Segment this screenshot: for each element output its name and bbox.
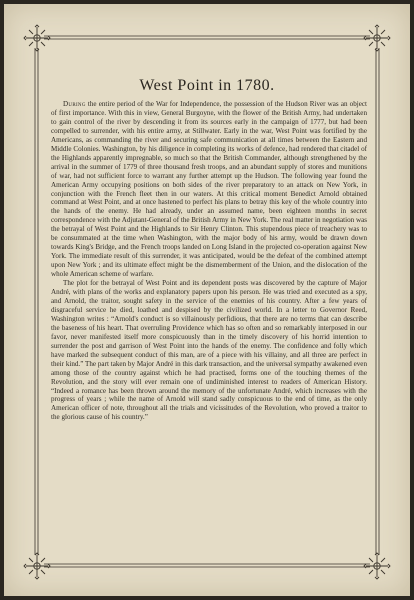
paragraph-1 — [51, 100, 367, 279]
paragraph-1-text: the entire period of the War for Independence, the possession of the Hudson River was an object of first importance. With this in view, General Burgoyne, with the flower of the British Army, had undertaken to gain control of the river by descending it from its sources early in the campaign of 1777, but had been compelled to surrender, with his entire army, at Stillwater. Early in the war, West Point was fortified by the Americans, as commanding the river and securing safe communication at all times between the Eastern and Middle Colonies. Washington, by his diligence in completing its works of defence, had rendered that citadel of the Highlands apparently impregnable, so much so that the British Commander, although strengthened by the arrival in the summer of 1779 of three thousand fresh troops, and an abundant supply of stores and munitions of war, had not sufficient force to warrant any further attempt up the Hudson. The following year found the American Army occupying positions on both sides of the river preparatory to an attack on New York, in conjunction with the French fleet then in our waters. At this critical moment Benedict Arnold obtained command at West Point, and at once hastened to perfect his plans to betray this key of the whole country into the hands of the enemy. He had already, under an assumed name, been eighteen months in secret correspondence with the Adjutant-General of the British Army in New York. The real matter in negotiation was the betrayal of West Point and the Highlands to Sir Henry Clinton. This stupendous piece of treachery was to be consummated at the time when Washington, with the major body of his army, would be drawn down towards King's Bridge, and the French troops landed on Long Island in the projected co-operation against New York. The immediate result of this surrender, it was anticipated, would be the defeat of the combined attempt upon New York ; and its ultimate effect might be the dismemberment of the Union, and the dislocation of the whole American scheme of warfare. — [51, 100, 367, 279]
corner-ornament-bottom-left — [24, 553, 50, 579]
corner-ornament-top-right — [364, 25, 390, 51]
document-page — [4, 4, 410, 596]
corner-ornament-top-left — [24, 25, 50, 51]
document-body — [51, 100, 367, 422]
paragraph-2: The plot for the betrayal of West Point and its dependent posts was discovered by the capture of Major André, with plans of the works and explanatory papers upon his person. He was tried and executed as a spy, and Arnold, the traitor, sought safety in the service of the enemies of his country. After a few years of disgraceful service he died, loathed and despised by the civilized world. In a letter to Governor Reed, Washington writes : “Arnold's conduct is so villainously perfidious, that there are no terms that can describe the baseness of his heart. That overruling Providence which has so often and so remarkably interposed in our favor, never manifested itself more conspicuously than in the timely discovery of his horrid intention to surrender the post and garrison of West Point into the hands of the enemy. The confidence and folly which have marked the subsequent conduct of this man, are of a piece with his villainy, and all three are perfect in their kind.” The part taken by Major André in this dark transaction, and the universal sympathy awakened even among those of the country against which he had practised, forms one of the touching themes of the Revolution, and the story will ever remain one of undiminished interest to readers of American History. “Indeed a romance has been thrown around the memory of the unfortunate André, which increases with the progress of years ; while the name of Arnold will stand sadly conspicuous to the end of time, as the only American officer of note, throughout all the trials and vicissitudes of the Revolution, who proved a traitor to the glorious cause of his country.” — [51, 279, 367, 422]
document-title: West Point in 1780. — [139, 77, 275, 94]
lead-word: During — [63, 100, 86, 108]
corner-ornament-bottom-right — [364, 553, 390, 579]
